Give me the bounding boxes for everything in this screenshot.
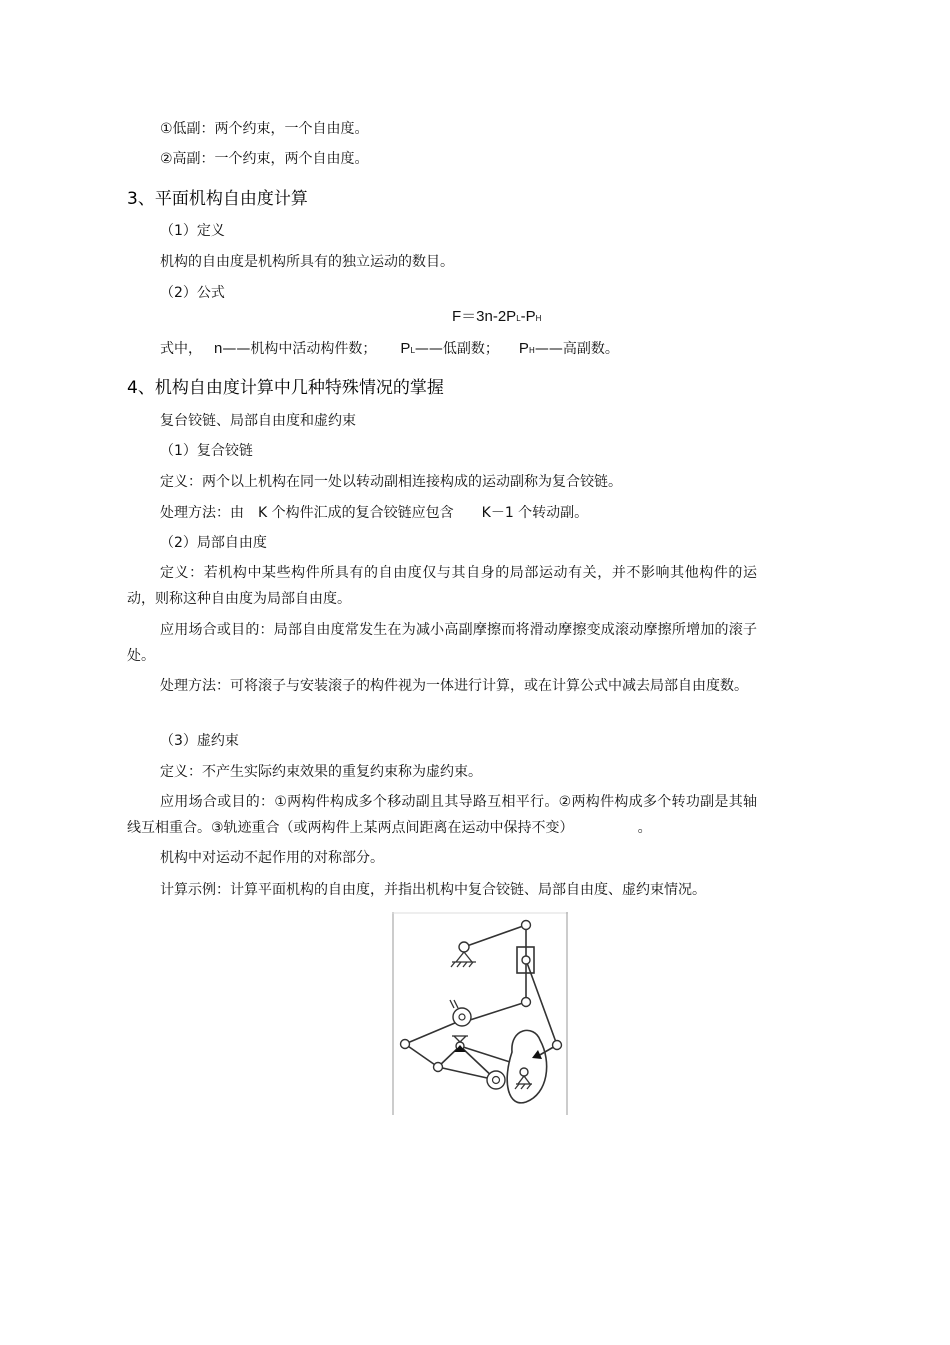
virtual-application-end: 。 (637, 820, 652, 836)
definition-text: 机构的自由度是机构所具有的独立运动的数目。 (160, 254, 454, 270)
method-part-b: K 个构件汇成的复合铰链应包含 (258, 505, 454, 521)
pl-description: ——低副数； (414, 341, 499, 357)
section-3-heading: 3、平面机构自由度计算 (127, 189, 308, 209)
figure-frame (392, 912, 568, 1115)
section-4-heading: 4、机构自由度计算中几种特殊情况的掌握 (127, 378, 444, 398)
compound-hinge-method (160, 503, 588, 523)
virtual-application-text: 应用场合或目的：①两构件构成多个移动副且其导路互相平行。②两构件构成多个转功副是其轴线互相重合。③轨迹重合（或两构件上某两点间距离在运动中保持不变） (127, 794, 757, 836)
virtual-constraint-definition: 定义：不产生实际约束效果的重复约束称为虚约束。 (160, 764, 482, 780)
formula-sub-l: L (516, 314, 521, 323)
subsection-definition: （1）定义 (160, 223, 225, 239)
formula-where-line (160, 339, 619, 361)
high-pair-line: ②高副：一个约束，两个自由度。 (160, 151, 369, 167)
low-pair-line: ①低副：两个约束，一个自由度。 (160, 121, 369, 137)
method-part-a: 处理方法：由 (160, 505, 244, 521)
method-part-c: K－1 个转动副。 (481, 505, 589, 521)
ph-description: ——高副数。 (534, 341, 619, 357)
local-dof-definition: 定义：若机构中某些构件所具有的自由度仅与其自身的局部运动有关，并不影响其他构件的运动，则称这种自由度为局部自由度。 (127, 565, 757, 607)
formula-sub-h: H (535, 314, 542, 323)
pl-symbol: P (400, 340, 411, 357)
subsection-compound-hinge: （1）复合铰链 (160, 443, 253, 459)
compound-hinge-definition: 定义：两个以上机构在同一处以转动副相连接构成的运动副称为复合铰链。 (160, 474, 622, 490)
n-symbol: n (214, 340, 223, 357)
ph-subscript: H (528, 346, 535, 355)
mechanism-diagram (392, 912, 568, 1115)
local-dof-application: 应用场合或目的：局部自由度常发生在为减小高副摩擦而将滑动摩擦变成滚动摩擦所增加的滚子处。 (127, 622, 757, 664)
formula-main: F＝3n-2P (452, 308, 517, 325)
section-4-intro: 复台铰链、局部自由度和虚约束 (160, 413, 356, 429)
formula-mid: -P (520, 308, 536, 325)
where-prefix: 式中， (160, 341, 202, 357)
symmetric-part-line: 机构中对运动不起作用的对称部分。 (160, 850, 384, 866)
ph-symbol: P (518, 340, 529, 357)
local-dof-method: 处理方法：可将滚子与安装滚子的构件视为一体进行计算，或在计算公式中减去局部自由度数。 (160, 678, 748, 694)
subsection-virtual-constraint: （3）虚约束 (160, 733, 239, 749)
n-description: ——机构中活动构件数； (222, 341, 377, 357)
pl-subscript: L (410, 346, 415, 355)
subsection-formula: （2）公式 (160, 285, 225, 301)
subsection-local-dof: （2）局部自由度 (160, 535, 267, 551)
dof-formula (452, 307, 541, 329)
virtual-constraint-application (127, 789, 757, 841)
example-line: 计算示例：计算平面机构的自由度，并指出机构中复合铰链、局部自由度、虚约束情况。 (160, 882, 706, 898)
joint-markers (401, 921, 562, 1090)
mechanism-links (405, 925, 557, 1103)
